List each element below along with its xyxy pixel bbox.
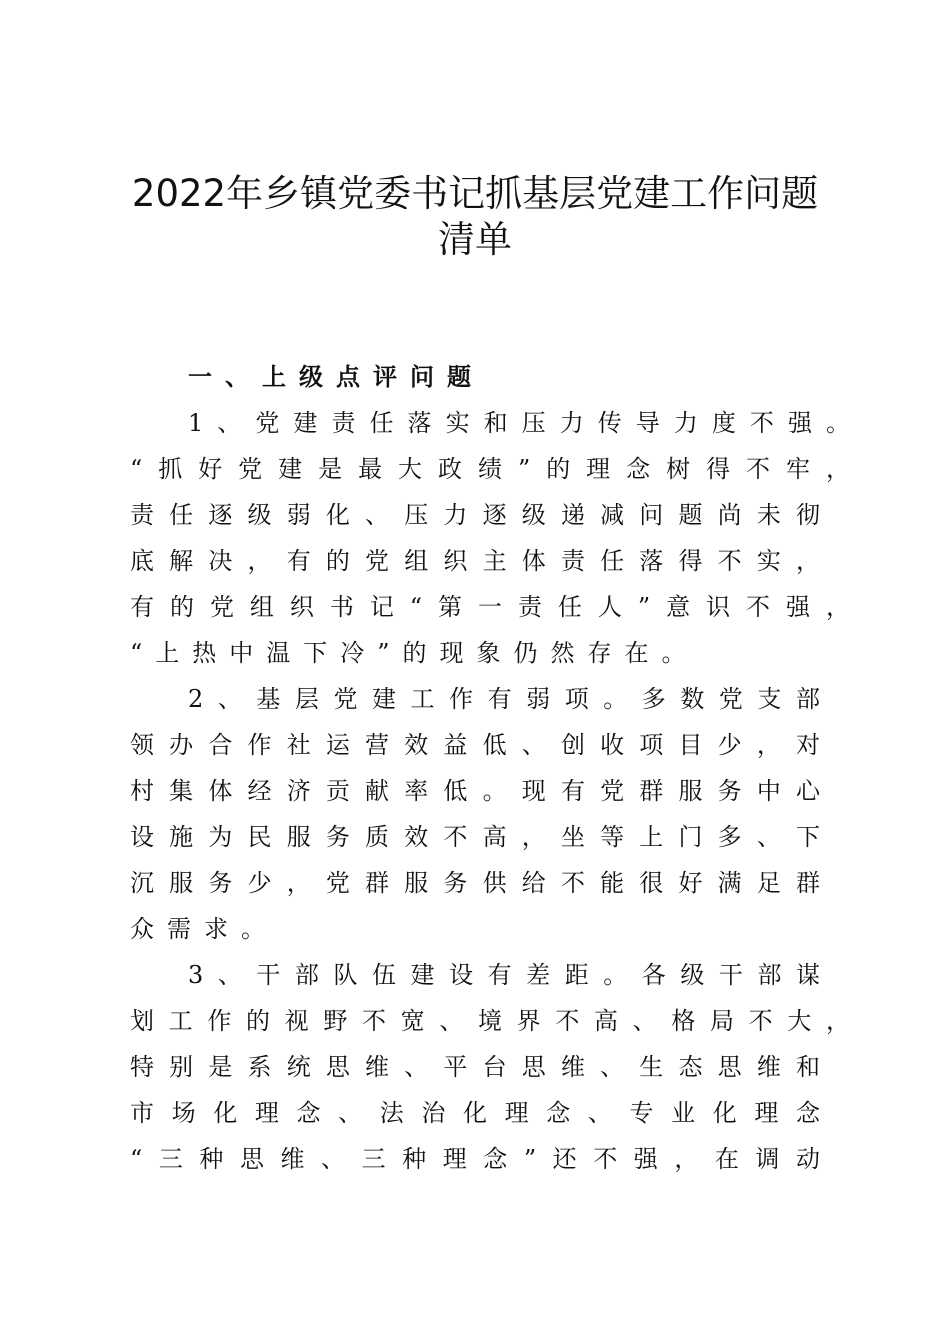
paragraph-line: 1、党建责任落实和压力传导力度不强。 [188,409,850,437]
paragraph-line: 划工作的视野不宽、境界不高、格局不大， [130,1007,850,1035]
paragraph-line: 2、基层党建工作有弱项。多数党支部 [188,685,820,713]
paragraph-line: “上热中温下冷”的现象仍然存在。 [130,639,699,667]
paragraph-line: 众需求。 [130,915,278,943]
paragraph-line: 特别是系统思维、平台思维、生态思维和 [130,1053,820,1081]
paragraph-line: “三种思维、三种理念”还不强，在调动 [130,1145,820,1173]
paragraph-line: 沉服务少，党群服务供给不能很好满足群 [130,869,820,897]
paragraph-line: 责任逐级弱化、压力逐级递减问题尚未彻 [130,501,820,529]
paragraph-line: 设施为民服务质效不高，坐等上门多、下 [130,823,820,851]
document-title-line-1: 2022年乡镇党委书记抓基层党建工作问题 [131,172,819,215]
paragraph-line: 3、干部队伍建设有差距。各级干部谋 [188,961,820,989]
paragraph-line: 市场化理念、法治化理念、专业化理念 [130,1099,820,1127]
document-title-line-2: 清单 [438,218,512,261]
paragraph-line: 领办合作社运营效益低、创收项目少，对 [130,731,820,759]
paragraph-line: “抓好党建是最大政绩”的理念树得不牢， [130,455,850,483]
paragraph-line: 有的党组织书记“第一责任人”意识不强， [130,593,850,621]
paragraph-line: 村集体经济贡献率低。现有党群服务中心 [130,777,820,805]
paragraph-line: 底解决，有的党组织主体责任落得不实， [130,547,820,575]
section-heading: 一、上级点评问题 [188,362,484,391]
